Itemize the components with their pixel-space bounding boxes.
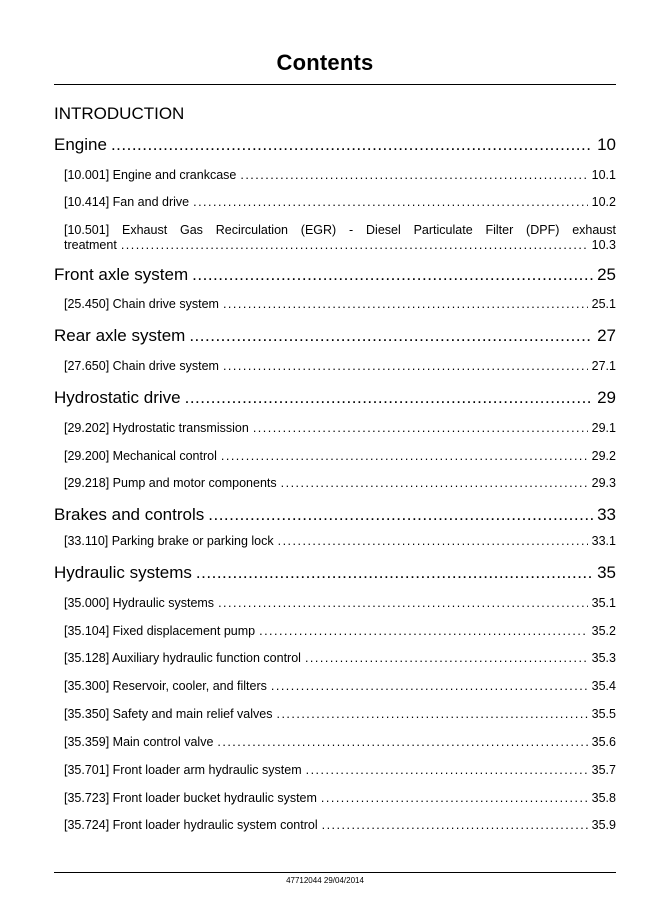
- dot-leader: [185, 388, 593, 408]
- dot-leader: [223, 297, 588, 311]
- dot-leader: [217, 735, 587, 749]
- toc-item[interactable]: [64, 168, 616, 182]
- toc-section-rear-axle[interactable]: [54, 326, 616, 346]
- dot-leader: [281, 476, 588, 490]
- title-rule: [54, 84, 616, 85]
- item-label: [25.450] Chain drive system: [64, 297, 219, 311]
- toc-section-hydraulic-systems[interactable]: [54, 563, 616, 583]
- item-label: [35.723] Front loader bucket hydraulic system: [64, 791, 317, 805]
- toc-section-front-axle[interactable]: [54, 265, 616, 285]
- item-page: 35.7: [591, 763, 616, 777]
- dot-leader: [306, 763, 588, 777]
- toc-item[interactable]: [64, 679, 616, 693]
- toc-item[interactable]: [64, 596, 616, 610]
- toc-item[interactable]: [64, 359, 616, 373]
- dot-leader: [271, 679, 588, 693]
- section-label: Hydrostatic drive: [54, 388, 181, 407]
- dot-leader: [111, 135, 593, 155]
- dot-leader: [321, 791, 588, 805]
- item-page: 35.8: [591, 791, 616, 805]
- toc-item[interactable]: [64, 818, 616, 832]
- toc-item-continuation[interactable]: [64, 238, 616, 252]
- item-label: [35.300] Reservoir, cooler, and filters: [64, 679, 267, 693]
- toc-item[interactable]: [64, 791, 616, 805]
- item-label: [29.202] Hydrostatic transmission: [64, 421, 249, 435]
- item-label: [29.218] Pump and motor components: [64, 476, 277, 490]
- item-label: [33.110] Parking brake or parking lock: [64, 534, 274, 548]
- dot-leader: [189, 326, 593, 346]
- dot-leader: [121, 238, 588, 252]
- toc-item[interactable]: [64, 449, 616, 463]
- dot-leader: [208, 505, 593, 525]
- item-page: 33.1: [591, 534, 616, 548]
- toc-item[interactable]: [64, 707, 616, 721]
- toc-item[interactable]: [64, 624, 616, 638]
- item-label: [27.650] Chain drive system: [64, 359, 219, 373]
- section-page: 27: [597, 326, 616, 345]
- dot-leader: [221, 449, 588, 463]
- dot-leader: [223, 359, 588, 373]
- dot-leader: [305, 651, 588, 665]
- item-page: 35.5: [591, 707, 616, 721]
- toc-item[interactable]: [64, 297, 616, 311]
- toc-item[interactable]: [64, 763, 616, 777]
- dot-leader: [253, 421, 588, 435]
- item-page: 25.1: [591, 297, 616, 311]
- item-page: 35.4: [591, 679, 616, 693]
- toc-section-engine[interactable]: [54, 135, 616, 155]
- item-label: [35.000] Hydraulic systems: [64, 596, 215, 610]
- item-page: 29.3: [591, 476, 616, 490]
- item-label-line2: treatment: [64, 238, 117, 252]
- item-page: 10.1: [591, 168, 616, 182]
- dot-leader: [218, 596, 588, 610]
- item-label: [35.350] Safety and main relief valves: [64, 707, 273, 721]
- section-label: Brakes and controls: [54, 505, 205, 524]
- dot-leader: [193, 195, 588, 209]
- introduction-link[interactable]: INTRODUCTION: [54, 104, 185, 123]
- dot-leader: [322, 818, 588, 832]
- page-footer: 47712044 29/04/2014: [286, 876, 364, 885]
- item-page: 35.6: [591, 735, 616, 749]
- toc-section-brakes-controls[interactable]: [54, 505, 616, 525]
- toc-section-hydrostatic-drive[interactable]: [54, 388, 616, 408]
- item-page: 35.1: [591, 596, 616, 610]
- toc-item[interactable]: [64, 534, 616, 548]
- item-page: 35.2: [591, 624, 616, 638]
- item-label: [29.200] Mechanical control: [64, 449, 217, 463]
- section-page: 33: [597, 505, 616, 524]
- item-label: [35.104] Fixed displacement pump: [64, 624, 256, 638]
- item-page: 27.1: [591, 359, 616, 373]
- toc-item[interactable]: [64, 421, 616, 435]
- item-page: 35.9: [591, 818, 616, 832]
- item-page: 35.3: [591, 651, 616, 665]
- item-label: [35.359] Main control valve: [64, 735, 214, 749]
- dot-leader: [278, 534, 588, 548]
- dot-leader: [192, 265, 593, 285]
- page-title: Contents: [276, 50, 374, 75]
- dot-leader: [259, 624, 588, 638]
- item-label-line1: [10.501] Exhaust Gas Recirculation (EGR) - Diesel Particulate Filter (DPF) exhaust: [64, 223, 616, 237]
- item-label: [10.001] Engine and crankcase: [64, 168, 237, 182]
- item-label: [10.414] Fan and drive: [64, 195, 190, 209]
- toc-item[interactable]: [64, 195, 616, 209]
- section-page: 29: [597, 388, 616, 407]
- footer-rule: [54, 872, 616, 873]
- toc-item[interactable]: [64, 476, 616, 490]
- section-page: 35: [597, 563, 616, 582]
- toc-item-multiline[interactable]: [64, 223, 616, 237]
- section-label: Rear axle system: [54, 326, 186, 345]
- dot-leader: [196, 563, 593, 583]
- item-label: [35.128] Auxiliary hydraulic function control: [64, 651, 301, 665]
- item-page: 10.3: [591, 238, 616, 252]
- toc-item[interactable]: [64, 651, 616, 665]
- section-label: Engine: [54, 135, 107, 154]
- section-page: 10: [597, 135, 616, 154]
- item-page: 10.2: [591, 195, 616, 209]
- item-label: [35.701] Front loader arm hydraulic system: [64, 763, 302, 777]
- toc-item[interactable]: [64, 735, 616, 749]
- dot-leader: [276, 707, 587, 721]
- dot-leader: [240, 168, 587, 182]
- section-page: 25: [597, 265, 616, 284]
- section-label: Front axle system: [54, 265, 189, 284]
- section-label: Hydraulic systems: [54, 563, 192, 582]
- item-page: 29.1: [591, 421, 616, 435]
- item-label: [35.724] Front loader hydraulic system control: [64, 818, 318, 832]
- item-page: 29.2: [591, 449, 616, 463]
